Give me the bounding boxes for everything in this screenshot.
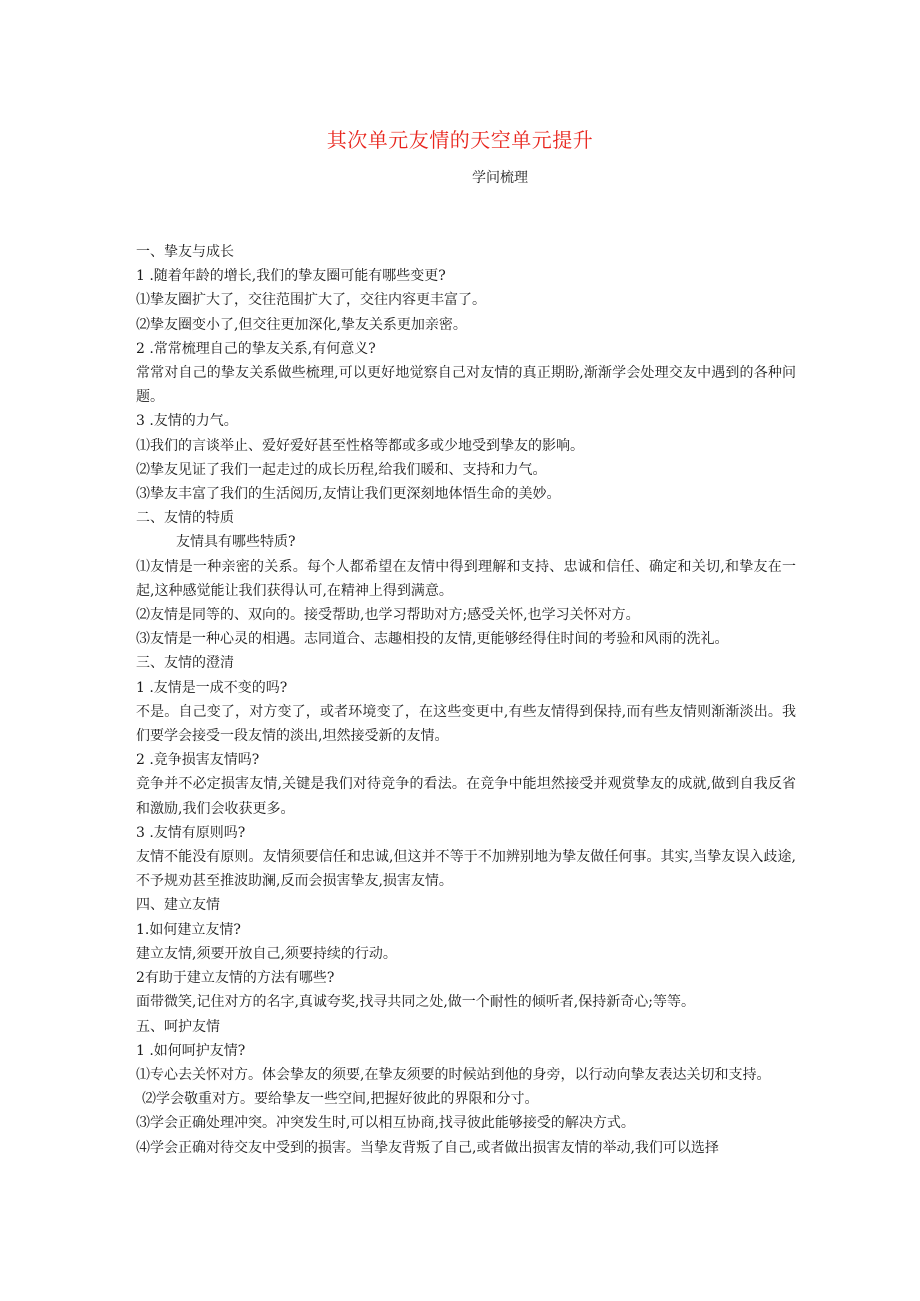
paragraph-line: ⑴专心去关怀对方。体会挚友的须要,在挚友须要的时候站到他的身旁，以行动向挚友表达关切和支持。 (136, 1066, 771, 1083)
paragraph-line: 四、建立友情 (136, 897, 220, 914)
paragraph-line: 一、挚友与成长 (136, 244, 234, 260)
paragraph-line: 三、友情的澄清 (136, 655, 234, 672)
paragraph-line: 友情不能没有原则。友情须要信任和忠诚,但这并不等于不加辨别地为挚友做任何事。其实,当挚友误入歧途,不予规劝甚至推波助澜,反而会损害挚友,损害友情。 (136, 849, 796, 890)
paragraph-line: 建立友情,须要开放自己,须要持续的行动。 (136, 945, 397, 962)
paragraph-line: 3 .友情有原则吗? (136, 824, 246, 841)
paragraph-line: 2有助于建立友情的方法有哪些? (136, 970, 335, 987)
paragraph-line: 二、友情的特质 (136, 510, 234, 527)
paragraph-line: 2 .常常梳理自己的挚友关系,有何意义? (136, 340, 376, 357)
paragraph-line: 1 .随着年龄的增长,我们的挚友圈可能有哪些变更? (136, 268, 446, 285)
paragraph-line: ⑵挚友圈变小了,但交往更加深化,挚友关系更加亲密。 (136, 316, 467, 333)
paragraph-line: 2 .竞争损害友情吗? (136, 752, 260, 769)
document-body (136, 240, 796, 1160)
paragraph-line: 不是。自己变了，对方变了，或者环境变了，在这些变更中,有些友情得到保持,而有些友情则渐渐淡出。我们要学会接受一段友情的淡出,坦然接受新的友情。 (136, 703, 796, 745)
document-subtitle: 学问梳理 (472, 170, 528, 186)
paragraph-line: ⑴我们的言谈举止、爱好爱好甚至性格等都或多或少地受到挚友的影响。 (136, 437, 584, 454)
paragraph-line: 面带微笑,记住对方的名字,真诚夸奖,找寻共同之处,做一个耐性的倾听者,保持新奇心;等等。 (136, 994, 695, 1011)
document-title: 其次单元友情的天空单元提升 (326, 128, 594, 152)
paragraph-line: ⑶学会正确处理冲突。冲突发生时,可以相互协商,找寻彼此能够接受的解决方式。 (136, 1115, 635, 1132)
paragraph-line: ⑵学会敬重对方。要给挚友一些空间,把握好彼此的界限和分寸。 (142, 1091, 539, 1108)
paragraph-line: ⑵友情是同等的、双向的。接受帮助,也学习帮助对方;感受关怀,也学习关怀对方。 (136, 607, 640, 624)
paragraph-line: 3 .友情的力气。 (136, 413, 238, 430)
paragraph-line: 友情具有哪些特质? (176, 534, 296, 551)
paragraph-line: 竞争并不必定损害友情,关键是我们对待竞争的看法。在竞争中能坦然接受并观赏挚友的成就,做到自我反省和激励,我们会收获更多。 (136, 776, 796, 817)
paragraph-line: 五、呵护友情 (136, 1018, 220, 1035)
paragraph-line: ⑶友情是一种心灵的相遇。志同道合、志趣相投的友情,更能够经得住时间的考验和风雨的洗礼。 (136, 631, 729, 648)
paragraph-line: 1 .如何呵护友情? (136, 1042, 246, 1059)
paragraph-line: ⑶挚友丰富了我们的生活阅历,友情让我们更深刻地体悟生命的美妙。 (136, 486, 561, 503)
paragraph-line: 1 .友情是一成不变的吗? (136, 679, 288, 696)
paragraph-line: 1.如何建立友情? (136, 921, 241, 938)
paragraph-line: ⑴挚友圈扩大了，交往范围扩大了，交往内容更丰富了。 (136, 292, 486, 309)
paragraph-line: ⑷学会正确对待交友中受到的损害。当挚友背叛了自己,或者做出损害友情的举动,我们可以选择 (136, 1139, 719, 1156)
paragraph-line: 常常对自己的挚友关系做些梳理,可以更好地觉察自己对友情的真正期盼,渐渐学会处理交友中遇到的各种问题。 (136, 365, 796, 406)
paragraph-line: ⑵挚友见证了我们一起走过的成长历程,给我们暖和、支持和力气。 (136, 461, 547, 478)
paragraph-line: ⑴友情是一种亲密的关系。每个人都希望在友情中得到理解和支持、忠诚和信任、确定和关切,和挚友在一起,这种感觉能让我们获得认可,在精神上得到满意。 (136, 558, 796, 599)
